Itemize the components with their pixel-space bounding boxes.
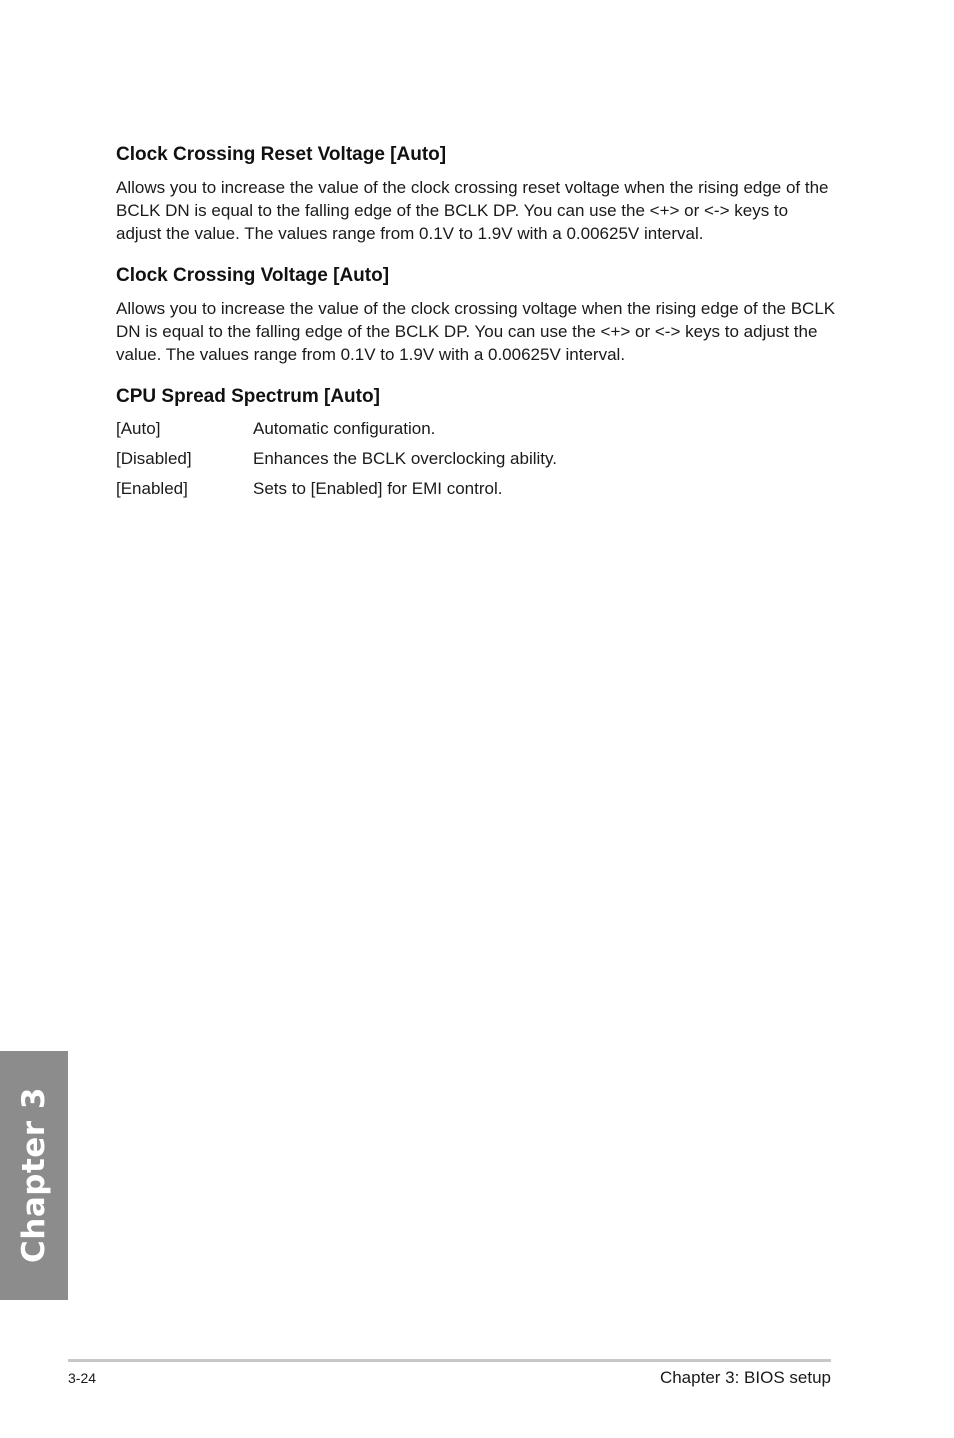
- chapter-side-tab-label: Chapter 3: [16, 1087, 52, 1263]
- option-description: Sets to [Enabled] for EMI control.: [253, 479, 503, 498]
- footer-chapter-title: Chapter 3: BIOS setup: [659, 1368, 831, 1387]
- option-key: [Disabled]: [116, 449, 192, 468]
- section-heading-clock-crossing-reset-voltage: Clock Crossing Reset Voltage [Auto]: [116, 144, 447, 165]
- option-row: [116, 447, 836, 470]
- option-description: Automatic configuration.: [253, 419, 436, 438]
- main-content: [116, 143, 836, 507]
- footer-page-number: 3-24: [68, 1370, 97, 1386]
- option-key: [Auto]: [116, 419, 161, 438]
- footer-divider: [68, 1359, 831, 1362]
- option-list-cpu-spread-spectrum: [116, 417, 836, 500]
- section-heading-clock-crossing-voltage: Clock Crossing Voltage [Auto]: [116, 265, 390, 286]
- option-description: Enhances the BCLK overclocking ability.: [253, 449, 557, 468]
- chapter-side-tab: [0, 1051, 68, 1300]
- option-row: [116, 417, 836, 440]
- section-body-clock-crossing-voltage: Allows you to increase the value of the clock crossing voltage when the rising edge of the BCLK DN is equal to the falling edge of the BCLK DP. You can use the <+> or <-> keys to adjust the value. The values range from 0.1V to 1.9V with a 0.00625V interval.: [116, 299, 836, 364]
- section-heading-cpu-spread-spectrum: CPU Spread Spectrum [Auto]: [116, 386, 380, 407]
- option-row: [116, 477, 836, 500]
- section-body-clock-crossing-reset-voltage: Allows you to increase the value of the clock crossing reset voltage when the rising edge of the BCLK DN is equal to the falling edge of the BCLK DP. You can use the <+> or <-> keys to adjust the value. The values range from 0.1V to 1.9V with a 0.00625V interval.: [116, 178, 829, 243]
- option-key: [Enabled]: [116, 479, 188, 498]
